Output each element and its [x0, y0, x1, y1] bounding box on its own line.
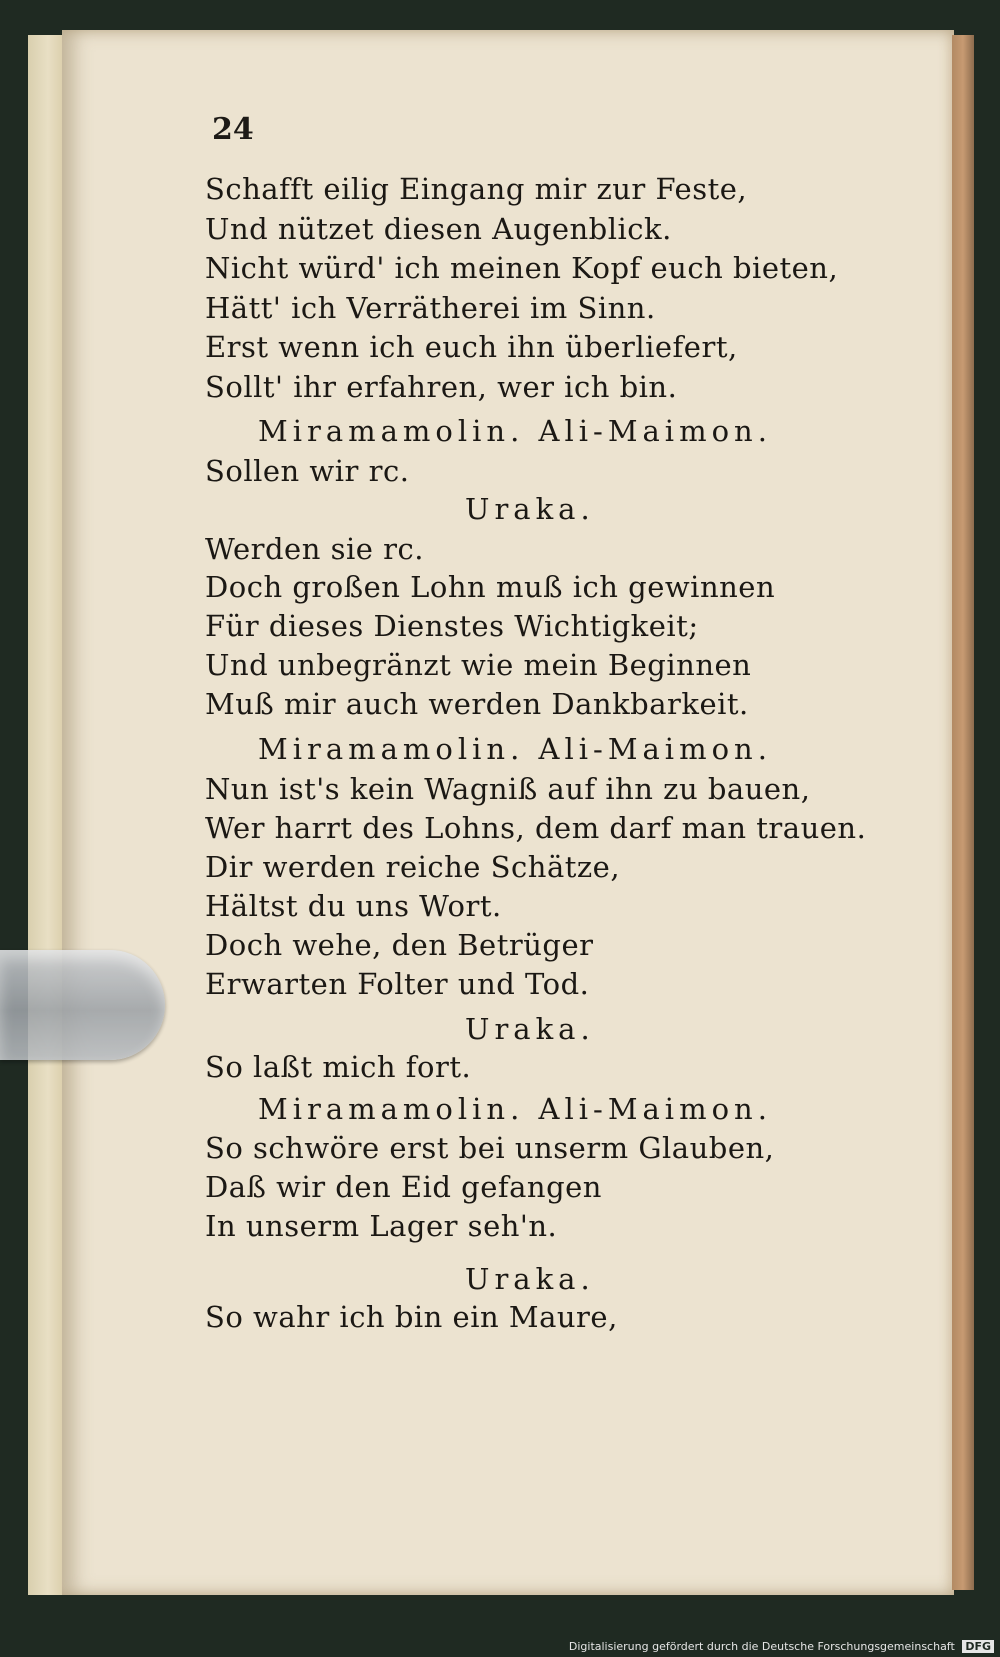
verse-line: Schafft eilig Eingang mir zur Feste, [205, 172, 748, 206]
verse-line: So schwöre erst bei unserm Glauben, [205, 1131, 775, 1165]
verse-line: Und nützet diesen Augenblick. [205, 212, 672, 246]
speaker-heading: Uraka. [465, 1012, 595, 1046]
verse-line: So laßt mich fort. [205, 1050, 472, 1084]
verse-line: Für dieses Dienstes Wichtigkeit; [205, 609, 699, 643]
speaker-heading: Miramamolin. Ali-Maimon. [258, 732, 772, 766]
verse-line: So wahr ich bin ein Maure, [205, 1300, 618, 1334]
verse-line: Doch großen Lohn muß ich gewinnen [205, 570, 776, 604]
verse-line: Erst wenn ich euch ihn überliefert, [205, 330, 738, 364]
dfg-logo: DFG [962, 1640, 994, 1653]
verse-line: Sollen wir rc. [205, 454, 410, 488]
digitization-credit [569, 1640, 994, 1653]
verse-line: Dir werden reiche Schätze, [205, 850, 621, 884]
credit-text: Digitalisierung gefördert durch die Deutsche Forschungsgemeinschaft [568, 1640, 955, 1653]
verse-line: Nun ist's kein Wagniß auf ihn zu bauen, [205, 772, 811, 806]
verse-line: Erwarten Folter und Tod. [205, 967, 590, 1001]
verse-line: Hätt' ich Verrätherei im Sinn. [205, 291, 656, 325]
speaker-heading: Miramamolin. Ali-Maimon. [258, 1092, 772, 1126]
speaker-heading: Miramamolin. Ali-Maimon. [258, 414, 772, 448]
speaker-heading: Uraka. [465, 1262, 595, 1296]
verse-line: Muß mir auch werden Dankbarkeit. [205, 687, 749, 721]
verse-line: Wer harrt des Lohns, dem darf man trauen. [205, 811, 867, 845]
page-number: 24 [212, 112, 254, 147]
verse-line: Nicht würd' ich meinen Kopf euch bieten, [205, 251, 839, 285]
verse-line: Sollt' ihr erfahren, wer ich bin. [205, 370, 678, 404]
page-slider-handle[interactable] [0, 950, 165, 1060]
verse-line: Und unbegränzt wie mein Beginnen [205, 648, 752, 682]
verse-line: In unserm Lager seh'n. [205, 1209, 558, 1243]
verse-line: Werden sie rc. [205, 532, 424, 566]
book-edge-right [952, 35, 974, 1590]
speaker-heading: Uraka. [465, 492, 595, 526]
verse-line: Doch wehe, den Betrüger [205, 928, 594, 962]
verse-line: Daß wir den Eid gefangen [205, 1170, 602, 1204]
verse-line: Hältst du uns Wort. [205, 889, 502, 923]
